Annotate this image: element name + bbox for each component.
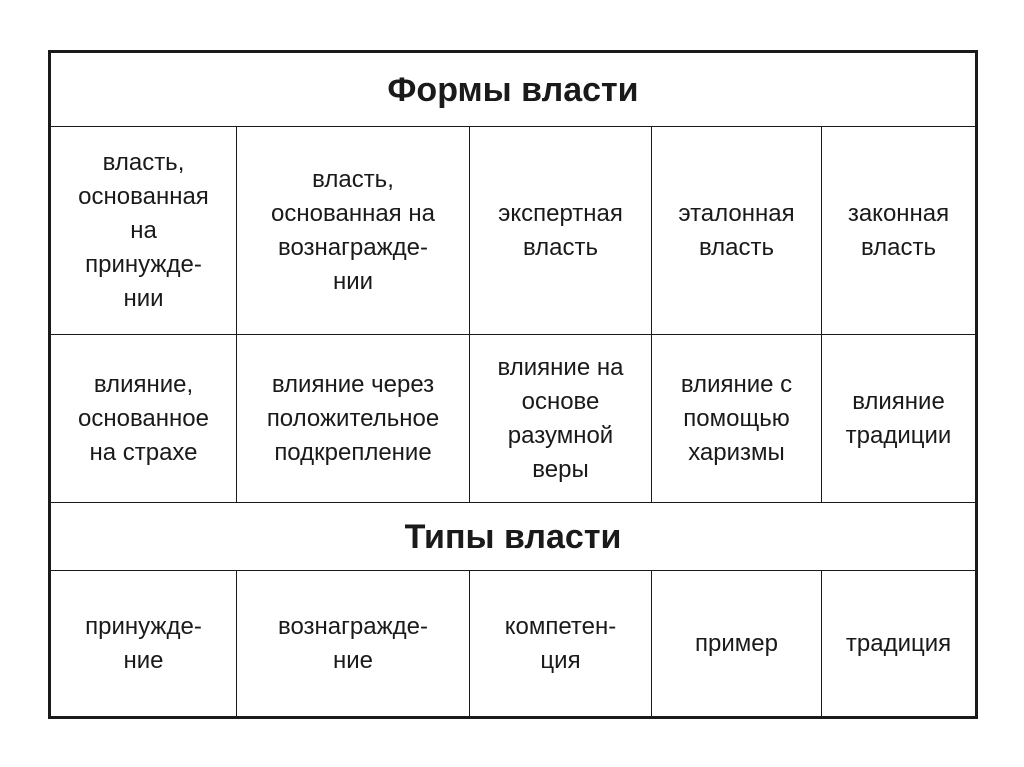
- influence-reinforcement: влияние через положительное подкрепление: [237, 335, 470, 503]
- forms-row: [50, 127, 977, 335]
- type-coercion: принужде- ние: [50, 571, 237, 718]
- influence-tradition: влияние традиции: [822, 335, 977, 503]
- types-row: [50, 571, 977, 718]
- type-competence: компетен- ция: [470, 571, 652, 718]
- forms-title: Формы власти: [50, 52, 977, 127]
- type-reward: вознагражде- ние: [237, 571, 470, 718]
- power-forms-table: [48, 50, 978, 719]
- types-title: Типы власти: [50, 503, 977, 571]
- influences-row: [50, 335, 977, 503]
- influence-charisma: влияние с помощью харизмы: [652, 335, 822, 503]
- influence-fear: влияние, основанное на страхе: [50, 335, 237, 503]
- type-example: пример: [652, 571, 822, 718]
- form-referent-power: эталонная власть: [652, 127, 822, 335]
- form-expert-power: экспертная власть: [470, 127, 652, 335]
- types-title-row: [50, 503, 977, 571]
- influence-rational-faith: влияние на основе разумной веры: [470, 335, 652, 503]
- form-reward-power: власть, основанная на вознагражде- нии: [237, 127, 470, 335]
- type-tradition: традиция: [822, 571, 977, 718]
- forms-title-row: [50, 52, 977, 127]
- form-coercive-power: власть, основанная на принужде- нии: [50, 127, 237, 335]
- form-legitimate-power: законная власть: [822, 127, 977, 335]
